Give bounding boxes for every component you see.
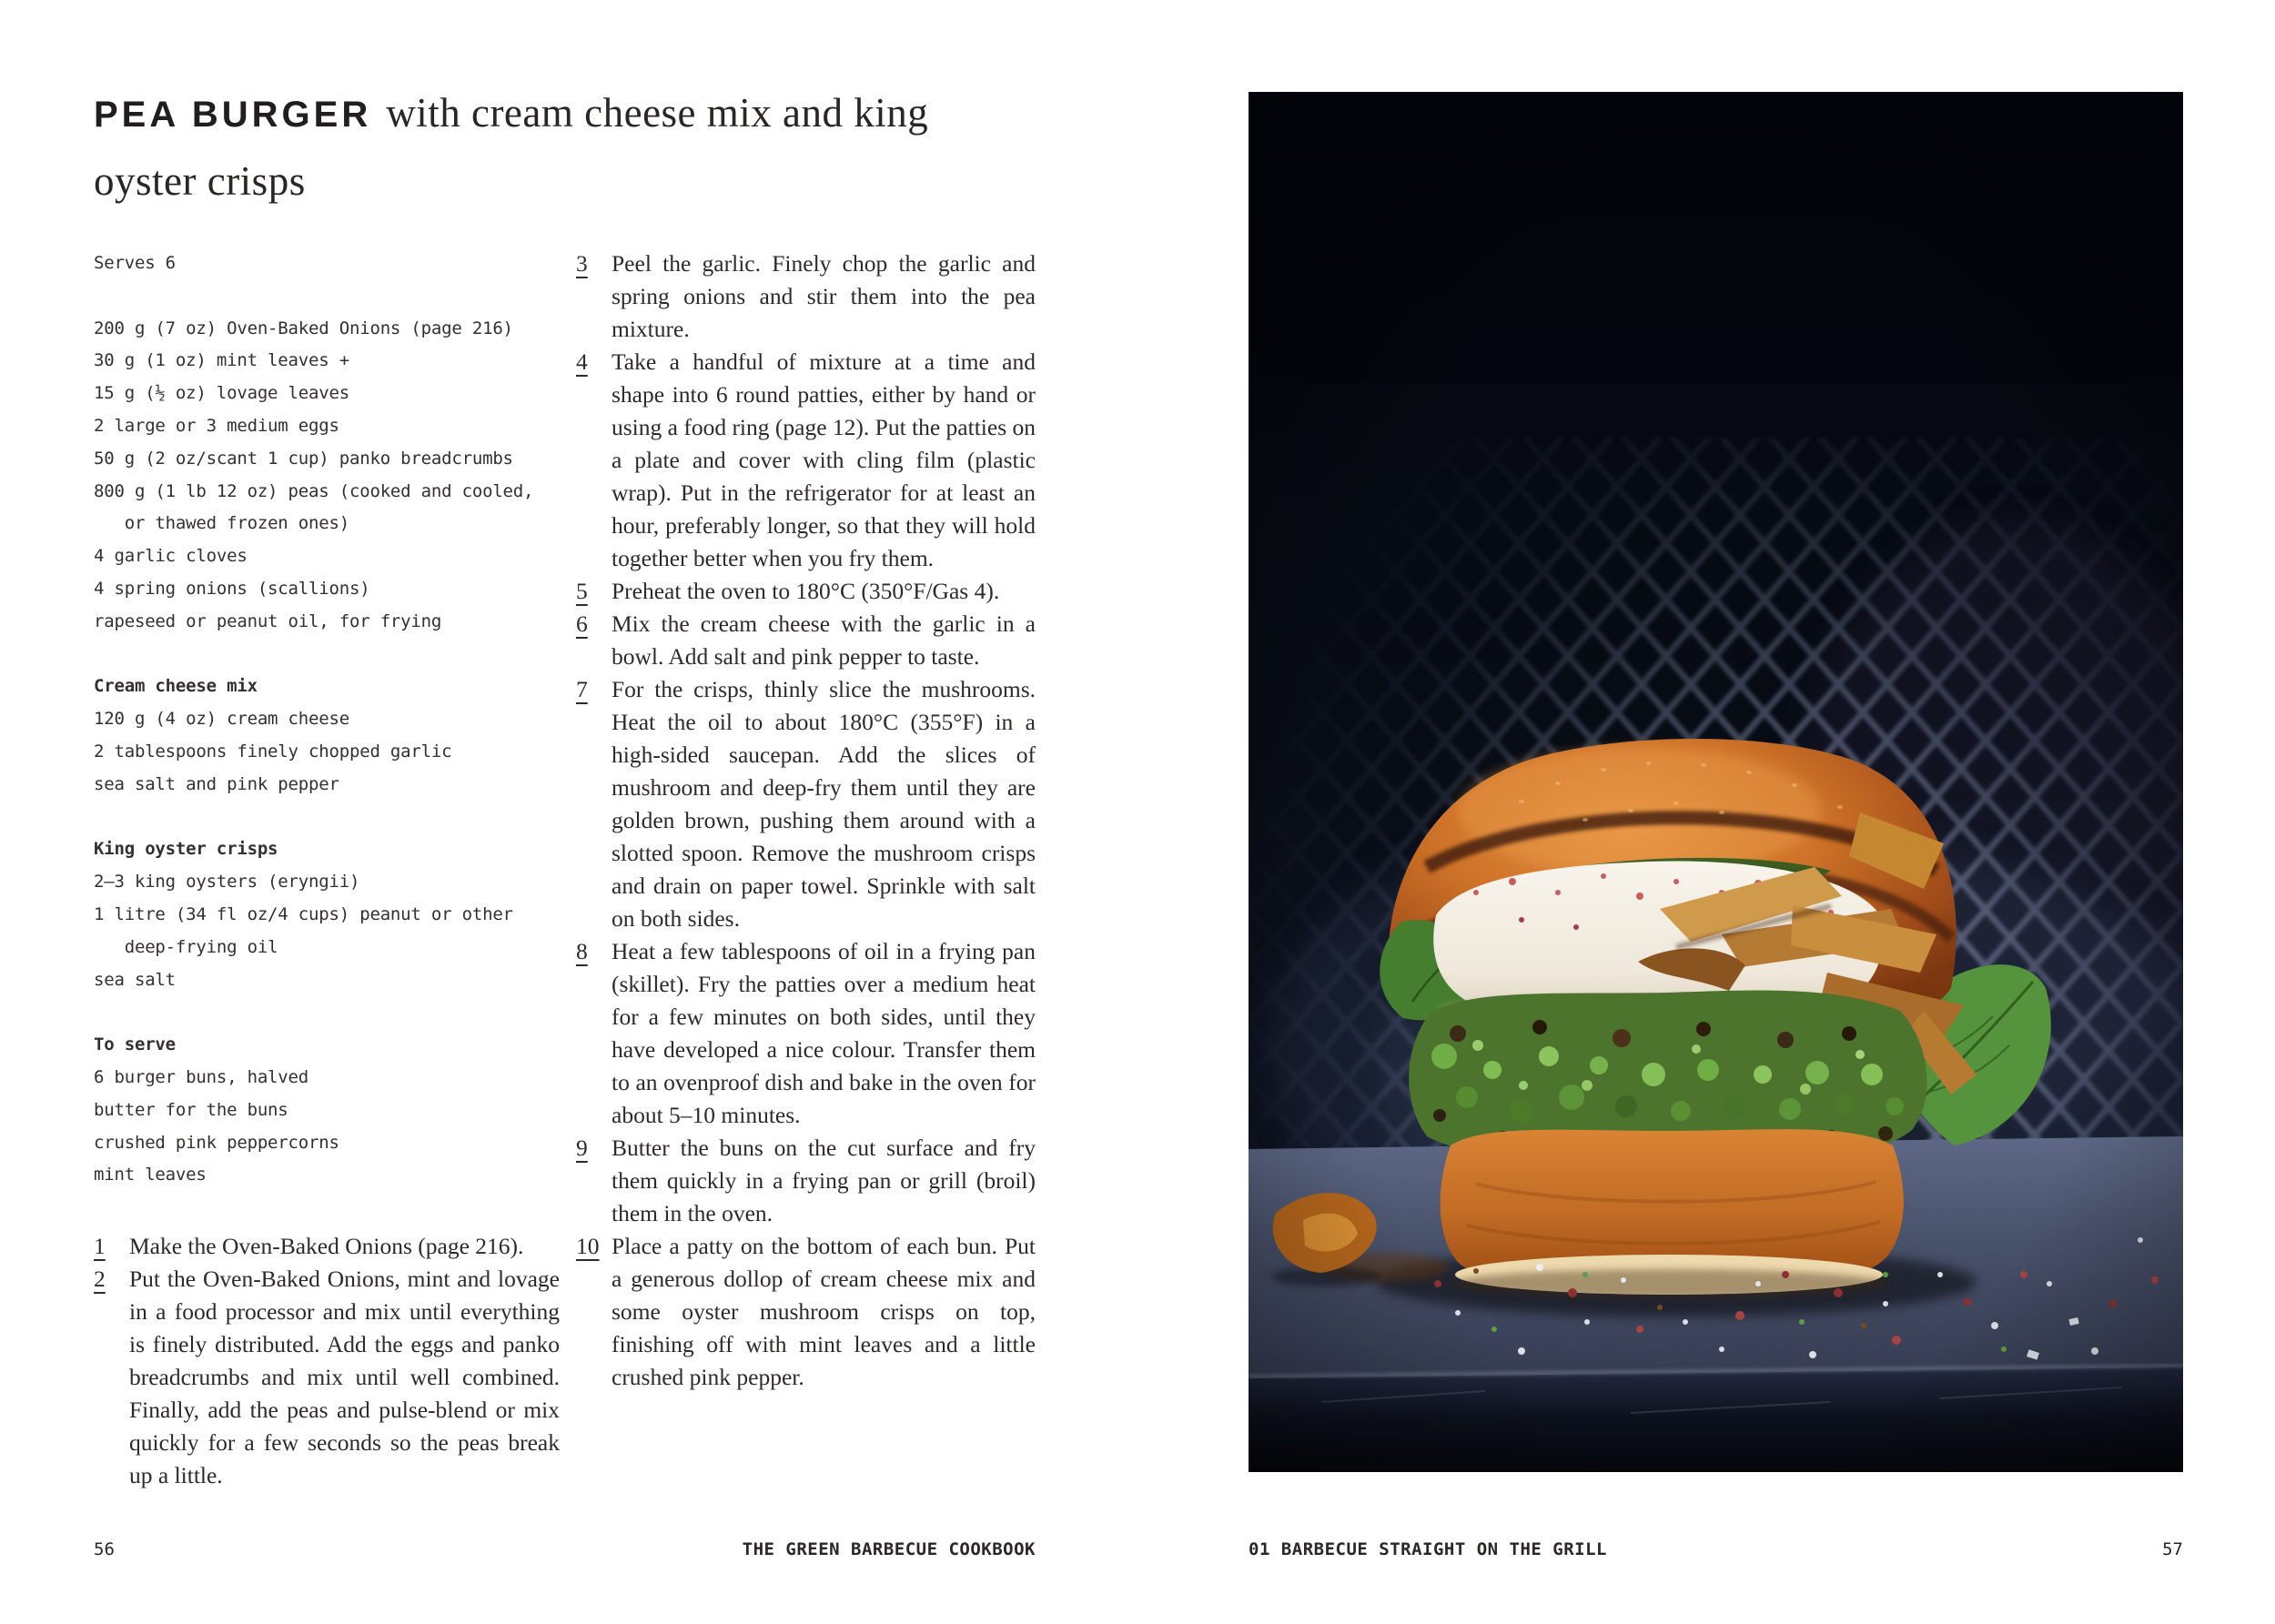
ingredient-line: 800 g (1 lb 12 oz) peas (cooked and cooled,: [94, 480, 534, 501]
ingredient-line: 6 burger buns, halved: [94, 1066, 309, 1087]
ingredient-line: crushed pink peppercorns: [94, 1132, 339, 1153]
step-row: [94, 1263, 560, 1492]
step-number: 5: [576, 578, 588, 604]
step-number: 1: [94, 1233, 106, 1259]
ingredient-line: 4 spring onions (scallions): [94, 578, 370, 599]
ingredient-section: [94, 313, 567, 639]
step-number: 6: [576, 610, 588, 637]
serves-label: Serves 6: [94, 253, 176, 273]
page-number-left: 56: [94, 1539, 115, 1559]
step-text: Preheat the oven to 180°C (350°F/Gas 4).: [612, 578, 1000, 604]
ingredient-line: sea salt and pink pepper: [94, 773, 339, 794]
ingredient-line: rapeseed or peanut oil, for frying: [94, 610, 442, 631]
step-row: [94, 1230, 560, 1263]
page-title: [94, 84, 1058, 210]
ingredient-line: 200 g (7 oz) Oven-Baked Onions (page 216): [94, 318, 513, 338]
ingredient-line: mint leaves: [94, 1165, 207, 1185]
ingredient-line: 120 g (4 oz) cream cheese: [94, 709, 349, 730]
ingredient-heading: King oyster crisps: [94, 839, 278, 860]
title-subtitle-part1: with cream cheese mix and king: [386, 90, 929, 136]
ingredient-line: 2 large or 3 medium eggs: [94, 415, 339, 436]
step-number: 4: [576, 348, 588, 375]
title-line-1: [94, 84, 1058, 152]
burger-photo: [1249, 92, 2183, 1472]
ingredient-line: 15 g (½ oz) lovage leaves: [94, 383, 349, 404]
step-number: 8: [576, 938, 588, 964]
ingredient-line: or thawed frozen ones): [94, 513, 349, 534]
ingredient-line: 4 garlic cloves: [94, 546, 248, 567]
footer-book-title: THE GREEN BARBECUE COOKBOOK: [742, 1539, 1036, 1559]
step-row: [576, 1132, 1036, 1230]
step-number: 9: [576, 1135, 588, 1161]
step-row: [576, 673, 1036, 935]
ingredient-line: butter for the buns: [94, 1099, 288, 1120]
ingredients-list: [94, 313, 567, 1193]
step-row: [576, 608, 1036, 673]
page-number-right: 57: [2162, 1539, 2183, 1559]
step-text: Make the Oven-Baked Onions (page 216).: [129, 1233, 524, 1259]
footer-chapter-title: 01 BARBECUE STRAIGHT ON THE GRILL: [1249, 1539, 1607, 1559]
step-text: Place a patty on the bottom of each bun. Put a generous dollop of cream cheese mix and some oyster mushroom crisps on top, finishing off with mint leaves and a little crushed pink pepper.: [612, 1233, 1036, 1390]
ingredient-line: deep-frying oil: [94, 936, 278, 957]
ingredient-line: 50 g (2 oz/scant 1 cup) panko breadcrumbs: [94, 448, 513, 469]
ingredient-section: [94, 1029, 567, 1192]
steps-left: [94, 1230, 560, 1492]
ingredient-line: 30 g (1 oz) mint leaves +: [94, 350, 349, 371]
step-row: [576, 247, 1036, 346]
ingredient-heading: Cream cheese mix: [94, 676, 258, 697]
ingredient-line: 1 litre (34 fl oz/4 cups) peanut or other: [94, 903, 513, 924]
ingredients-column: [94, 247, 567, 1192]
step-text: Mix the cream cheese with the garlic in a bowl. Add salt and pink pepper to taste.: [612, 610, 1036, 670]
step-text: For the crisps, thinly slice the mushrooms. Heat the oil to about 180°C (355°F) in a high-sided saucepan. Add the slices of mushroom and deep-fry them until they are golden brown, pushing them around with a slotted spoon. Remove the mushroom crisps and drain on paper towel. Sprinkle with salt on both sides.: [612, 676, 1036, 932]
step-text: Heat a few tablespoons of oil in a frying pan (skillet). Fry the patties over a medium heat for a few minutes on both sides, until they have developed a nice colour. Transfer them to an ovenproof dish and bake in the oven for about 5–10 minutes.: [612, 938, 1036, 1128]
footer: [0, 1539, 2275, 1576]
step-text: Put the Oven-Baked Onions, mint and lovage in a food processor and mix until everything is finely distributed. Add the eggs and panko breadcrumbs and mix until well combined. Finally, add the peas and pulse-blend or mix quickly for a few seconds so the peas break up a little.: [129, 1266, 560, 1488]
ingredient-heading: To serve: [94, 1034, 176, 1055]
ingredient-line: sea salt: [94, 969, 176, 990]
ingredient-section: [94, 833, 567, 996]
step-row: [576, 575, 1036, 608]
step-text: Take a handful of mixture at a time and shape into 6 round patties, either by hand or using a food ring (page 12). Put the patties on a plate and cover with cling film (plastic wrap). Put in the refrigerator for at least an hour, preferably longer, so that they will hold together better when you fry them.: [612, 348, 1036, 571]
burger-photo-art: [1249, 92, 2183, 1472]
ingredient-section: [94, 671, 567, 801]
step-row: [576, 1230, 1036, 1394]
step-number: 10: [576, 1233, 600, 1259]
step-text: Peel the garlic. Finely chop the garlic and spring onions and stir them into the pea mixture.: [612, 250, 1036, 342]
step-text: Butter the buns on the cut surface and fry them quickly in a frying pan or grill (broil) them in the oven.: [612, 1135, 1036, 1226]
title-subtitle-part2: oyster crisps: [94, 158, 306, 204]
step-row: [576, 935, 1036, 1132]
step-number: 3: [576, 250, 588, 277]
title-recipe-name: PEA BURGER: [94, 95, 372, 135]
step-row: [576, 346, 1036, 575]
ingredient-line: 2 tablespoons finely chopped garlic: [94, 741, 452, 762]
step-number: 7: [576, 676, 588, 702]
step-number: 2: [94, 1266, 106, 1292]
steps-right: [576, 247, 1036, 1394]
ingredient-line: 2–3 king oysters (eryngii): [94, 872, 360, 893]
